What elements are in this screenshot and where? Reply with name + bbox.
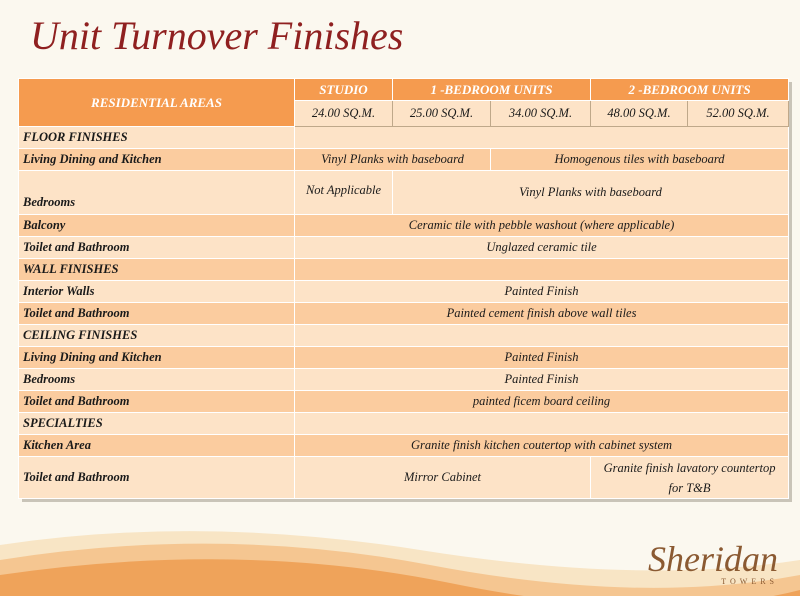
- row-label: Toilet and Bathroom: [19, 303, 295, 325]
- row-label: Interior Walls: [19, 281, 295, 303]
- value-cell: Painted Finish: [295, 369, 789, 391]
- empty-cell: [295, 127, 789, 149]
- row-label: Kitchen Area: [19, 435, 295, 457]
- row-label: Bedrooms: [19, 369, 295, 391]
- value-cell: Granite finish lavatory countertop for T&B: [591, 457, 789, 499]
- size-cell: 48.00 SQ.M.: [591, 101, 688, 127]
- size-cell: 24.00 SQ.M.: [295, 101, 393, 127]
- value-cell: Painted Finish: [295, 281, 789, 303]
- two-bedroom-header: 2 -BEDROOM UNITS: [591, 79, 789, 101]
- value-cell: Not Applicable: [295, 171, 393, 215]
- size-cell: 25.00 SQ.M.: [393, 101, 491, 127]
- value-cell: Granite finish kitchen coutertop with cabinet system: [295, 435, 789, 457]
- value-cell: Unglazed ceramic tile: [295, 237, 789, 259]
- row-label: Toilet and Bathroom: [19, 391, 295, 413]
- row-label: Living Dining and Kitchen: [19, 149, 295, 171]
- value-cell: painted ficem board ceiling: [295, 391, 789, 413]
- studio-header: STUDIO: [295, 79, 393, 101]
- value-cell: Vinyl Planks with baseboard: [393, 171, 789, 215]
- row-label: Toilet and Bathroom: [19, 457, 295, 499]
- value-cell: Ceramic tile with pebble washout (where applicable): [295, 215, 789, 237]
- residential-areas-header: RESIDENTIAL AREAS: [19, 79, 295, 127]
- value-cell: Painted cement finish above wall tiles: [295, 303, 789, 325]
- size-cell: 52.00 SQ.M.: [688, 101, 789, 127]
- empty-cell: [295, 413, 789, 435]
- value-cell: Vinyl Planks with baseboard: [295, 149, 491, 171]
- page-title: Unit Turnover Finishes: [30, 13, 404, 58]
- one-bedroom-header: 1 -BEDROOM UNITS: [393, 79, 591, 101]
- value-cell: Painted Finish: [295, 347, 789, 369]
- row-label: Living Dining and Kitchen: [19, 347, 295, 369]
- empty-cell: [295, 325, 789, 347]
- empty-cell: [295, 259, 789, 281]
- row-label: Toilet and Bathroom: [19, 237, 295, 259]
- section-floor-finishes: FLOOR FINISHES: [19, 127, 295, 149]
- row-label: Balcony: [19, 215, 295, 237]
- sheridan-logo: Sheridan TOWERS: [648, 539, 778, 586]
- section-ceiling-finishes: CEILING FINISHES: [19, 325, 295, 347]
- value-cell: Mirror Cabinet: [295, 457, 591, 499]
- finishes-table: [18, 78, 789, 499]
- value-cell: Homogenous tiles with baseboard: [491, 149, 789, 171]
- row-label: Bedrooms: [19, 171, 295, 215]
- section-specialties: SPECIALTIES: [19, 413, 295, 435]
- size-cell: 34.00 SQ.M.: [491, 101, 591, 127]
- section-wall-finishes: WALL FINISHES: [19, 259, 295, 281]
